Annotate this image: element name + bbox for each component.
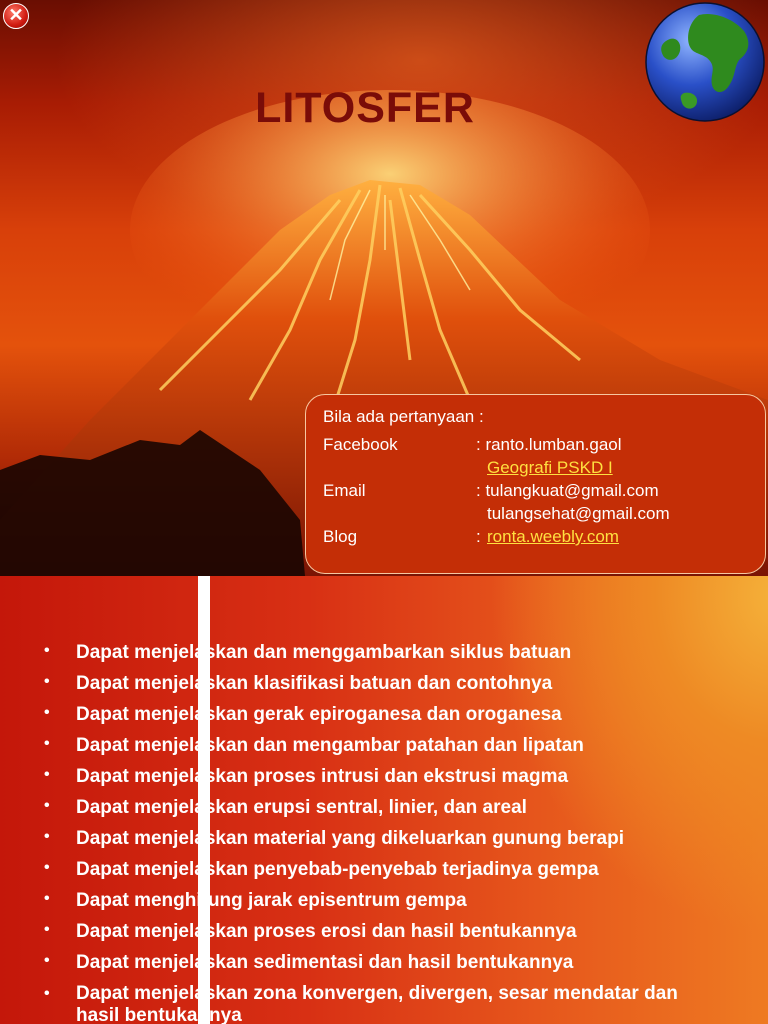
list-item: • Dapat menjelaskan gerak epiroganesa dan oroganesa (44, 704, 562, 725)
blog-prefix: : (476, 527, 481, 546)
list-item: • Dapat menjelaskan klasifikasi batuan dan contohnya (44, 673, 553, 694)
blog-label: Blog (323, 527, 358, 546)
contact-box (305, 394, 766, 574)
list-item: • Dapat menjelaskan dan mengambar patahan dan lipatan (44, 735, 584, 756)
list-item: • Dapat menjelaskan penyebab-penyebab terjadinya gempa (44, 859, 599, 880)
facebook-value: : ranto.lumban.gaol (476, 435, 622, 454)
list-item: • Dapat menjelaskan proses erosi dan hasil bentukannya (44, 921, 577, 942)
list-item: • Dapat menjelaskan material yang dikeluarkan gunung berapi (44, 828, 625, 849)
list-item: • Dapat menjelaskan erupsi sentral, linier, dan areal (44, 797, 527, 818)
list-item: • Dapat menjelaskan dan menggambarkan siklus batuan (44, 642, 572, 663)
objectives-slide (0, 576, 768, 1024)
email-value-1: : tulangkuat@gmail.com (476, 481, 659, 500)
email-value-2: tulangsehat@gmail.com (487, 504, 670, 523)
email-label: Email (323, 481, 366, 500)
blog-link[interactable]: ronta.weebly.com (487, 527, 619, 546)
list-item: • Dapat menghitung jarak episentrum gempa (44, 890, 467, 911)
facebook-page-link[interactable]: Geografi PSKD I (487, 458, 613, 477)
objectives-list (44, 642, 764, 1024)
list-item: • Dapat menjelaskan proses intrusi dan ekstrusi magma (44, 766, 569, 787)
facebook-label: Facebook (323, 435, 398, 454)
close-icon[interactable]: ✕ (3, 3, 29, 29)
slide-title: LITOSFER (255, 84, 475, 132)
list-item: • Dapat menjelaskan sedimentasi dan hasil bentukannya (44, 952, 574, 973)
contact-heading: Bila ada pertanyaan : (323, 407, 484, 426)
list-item: • Dapat menjelaskan zona konvergen, divergen, sesar mendatar dan hasil bentukannya (44, 983, 678, 1024)
